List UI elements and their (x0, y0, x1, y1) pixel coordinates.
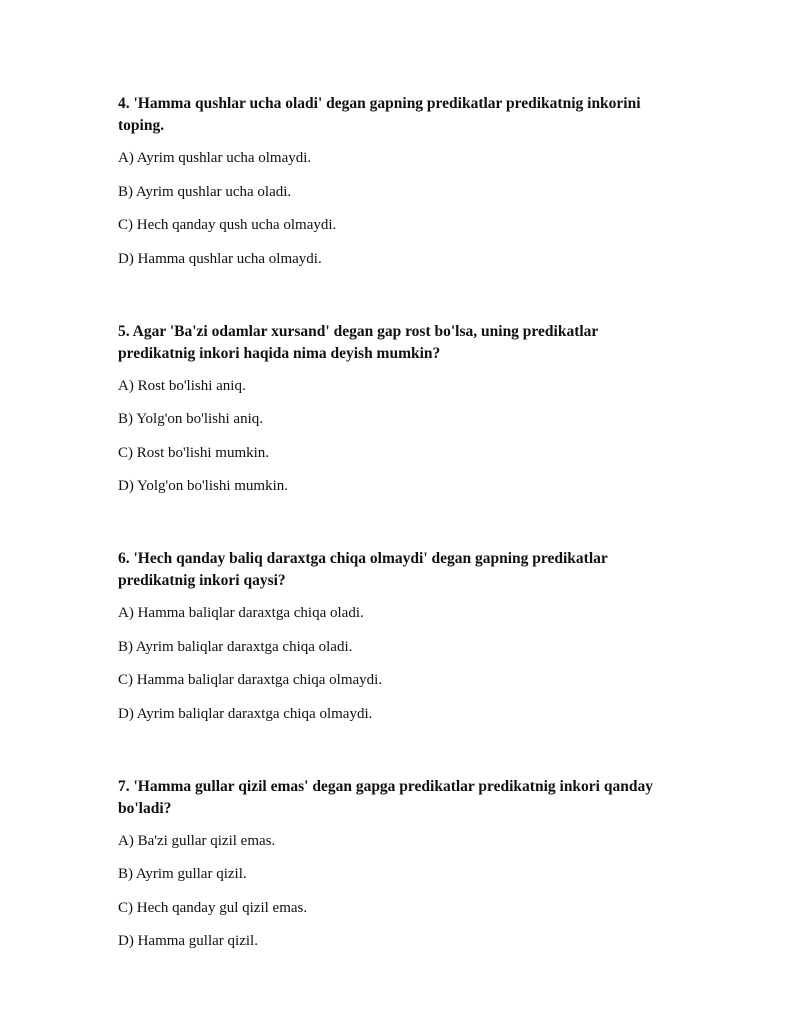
question-4 (118, 93, 678, 269)
option-d: D) Yolg'on bo'lishi mumkin. (118, 478, 289, 494)
question-6 (118, 548, 678, 724)
question-title: 6. 'Hech qanday baliq daraxtga chiqa olmaydi' degan gapning predikatlar predikatnig inkori qaysi? (118, 550, 608, 589)
option-d: D) Hamma gullar qizil. (118, 933, 258, 949)
option-a: A) Rost bo'lishi aniq. (118, 377, 246, 394)
option-c: C) Hech qanday qush ucha olmaydi. (118, 217, 337, 233)
option-a: A) Ba'zi gullar qizil emas. (118, 832, 276, 849)
option-d: D) Hamma qushlar ucha olmaydi. (118, 250, 322, 267)
option-a: A) Hamma baliqlar daraxtga chiqa oladi. (118, 605, 364, 621)
option-d: D) Ayrim baliqlar daraxtga chiqa olmaydi. (118, 705, 373, 722)
question-title: 4. 'Hamma qushlar ucha oladi' degan gapning predikatlar predikatnig inkorini toping. (118, 95, 641, 134)
option-c: C) Hamma baliqlar daraxtga chiqa olmaydi. (118, 672, 383, 688)
option-b: B) Ayrim baliqlar daraxtga chiqa oladi. (118, 638, 353, 655)
question-7 (118, 776, 678, 952)
option-b: B) Ayrim qushlar ucha oladi. (118, 183, 292, 200)
question-title: 5. Agar 'Ba'zi odamlar xursand' degan gap rost bo'lsa, uning predikatlar predikatnig inkori haqida nima deyish mumkin? (118, 322, 599, 362)
question-5 (118, 321, 678, 497)
option-c: C) Rost bo'lishi mumkin. (118, 444, 270, 461)
document-page (118, 93, 678, 1003)
option-c: C) Hech qanday gul qizil emas. (118, 899, 308, 916)
question-title: 7. 'Hamma gullar qizil emas' degan gapga predikatlar predikatnig inkori qanday bo'ladi? (118, 777, 653, 817)
option-b: B) Ayrim gullar qizil. (118, 866, 247, 882)
option-a: A) Ayrim qushlar ucha olmaydi. (118, 150, 312, 166)
option-b: B) Yolg'on bo'lishi aniq. (118, 411, 264, 427)
